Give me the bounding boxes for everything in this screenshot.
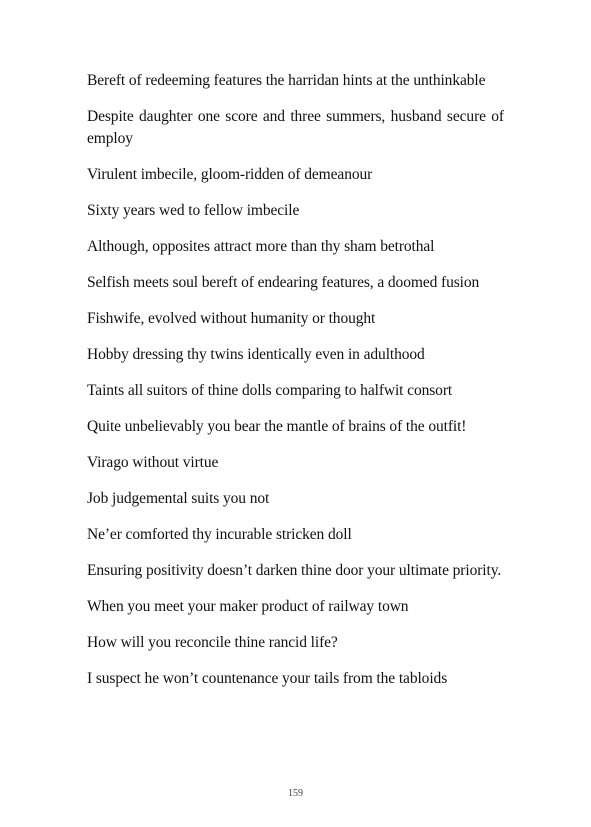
poem-line: Sixty years wed to fellow imbecile [87, 202, 300, 219]
poem-line: Virulent imbecile, gloom-ridden of demeanour [87, 166, 373, 183]
poem-line: Job judgemental suits you not [87, 490, 270, 507]
poem-line: Bereft of redeeming features the harridan hints at the unthinkable [87, 72, 486, 89]
poem-line: Selfish meets soul bereft of endearing features, a doomed fusion [87, 274, 480, 291]
poem-body [87, 70, 504, 704]
poem-line: Ne’er comforted thy incurable stricken doll [87, 526, 352, 543]
poem-line: Virago without virtue [87, 454, 219, 471]
poem-line: Taints all suitors of thine dolls comparing to halfwit consort [87, 382, 453, 399]
poem-line: I suspect he won’t countenance your tails from the tabloids [87, 670, 448, 687]
poem-line: How will you reconcile thine rancid life? [87, 634, 338, 651]
poem-line: When you meet your maker product of railway town [87, 598, 409, 615]
poem-line: Despite daughter one score and three summers, husband secure of employ [87, 108, 504, 147]
poem-line: Fishwife, evolved without humanity or thought [87, 310, 376, 327]
page-number: 159 [288, 788, 303, 799]
poem-line: Although, opposites attract more than thy sham betrothal [87, 238, 435, 255]
poem-line: Ensuring positivity doesn’t darken thine door your ultimate priority. [87, 562, 502, 579]
poem-line: Hobby dressing thy twins identically even in adulthood [87, 346, 425, 363]
poem-line: Quite unbelievably you bear the mantle of brains of the outfit! [87, 418, 467, 435]
